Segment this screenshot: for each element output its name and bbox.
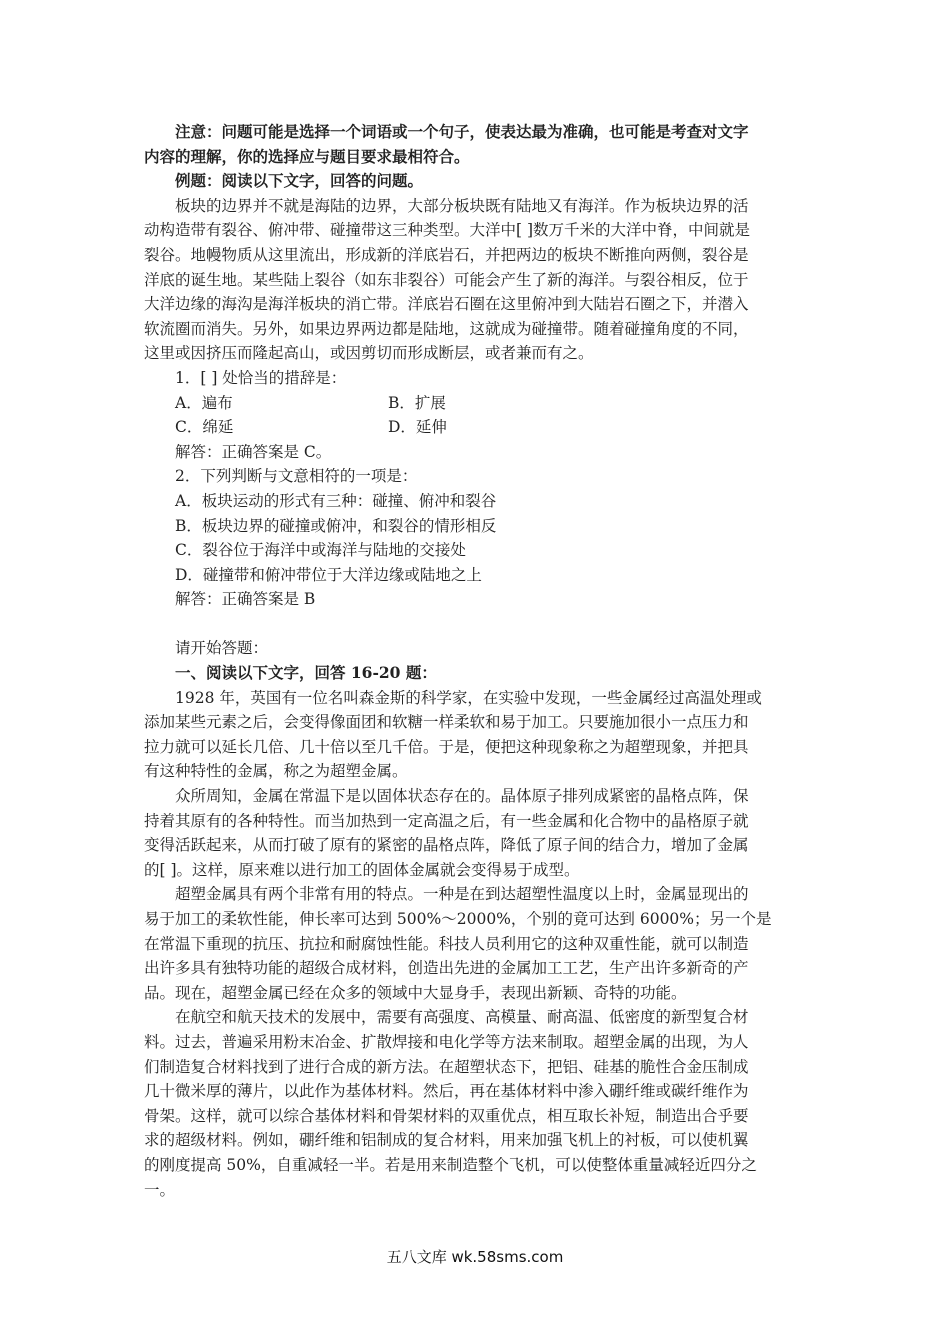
- paragraph-line: 变得活跃起来，从而打破了原有的紧密的晶格点阵，降低了原子间的结合力，增加了金属: [144, 836, 749, 855]
- footer-watermark: 五八文库 wk.58sms.com: [386, 1248, 564, 1266]
- passage-line: 这里或因挤压而隆起高山，或因剪切而形成断层，或者兼而有之。: [144, 344, 594, 363]
- paragraph-line: 有这种特性的金属，称之为超塑金属。: [144, 762, 408, 781]
- paragraph-line: 超塑金属具有两个非常有用的特点。一种是在到达超塑性温度以上时，金属显现出的: [175, 885, 749, 904]
- start-prompt: 请开始答题：: [175, 639, 269, 658]
- paragraph-line: 出许多具有独特功能的超级合成材料，创造出先进的金属加工工艺，生产出许多新奇的产: [144, 959, 749, 978]
- paragraph-line: 们制造复合材料找到了进行合成的新方法。在超塑状态下，把铝、硅基的脆性合金压制成: [144, 1057, 749, 1076]
- question-1: 1．[ ] 处恰当的措辞是：: [175, 368, 347, 387]
- question-1-answer: 解答：正确答案是 C。: [175, 442, 332, 461]
- option-a: A．遍布: [175, 393, 233, 412]
- paragraph-3: [144, 882, 808, 1005]
- paragraph-line: 料。过去，普遍采用粉末冶金、扩散焊接和电化学等方法来制取。超塑金属的出现，为人: [144, 1032, 749, 1051]
- paragraph-line: 的[ ]。这样，原来难以进行加工的固体金属就会变得易于成型。: [144, 860, 580, 879]
- paragraph-line: 骨架。这样，就可以综合基体材料和骨架材料的双重优点，相互取长补短，制造出合乎要: [144, 1106, 749, 1125]
- passage-line: 动构造带有裂谷、俯冲带、碰撞带这三种类型。大洋中[ ]数万千米的大洋中脊，中间就是: [144, 221, 751, 240]
- passage-line: 软流圈而消失。另外，如果边界两边都是陆地，这就成为碰撞带。随着碰撞角度的不同，: [144, 319, 749, 338]
- paragraph-1: [144, 686, 808, 784]
- option-d: D．延伸: [388, 418, 447, 437]
- example-heading: 例题：阅读以下文字，回答的问题。: [175, 171, 424, 191]
- paragraph-line: 在常温下重现的抗压、抗拉和耐腐蚀性能。科技人员利用它的这种双重性能，就可以制造: [144, 934, 749, 953]
- paragraph-line: 添加某些元素之后，会变得像面团和软糖一样柔软和易于加工。只要施加很小一点压力和: [144, 713, 749, 732]
- option-b: B．扩展: [388, 393, 446, 412]
- paragraph-2: [144, 784, 808, 882]
- paragraph-line: 众所周知，金属在常温下是以固体状态存在的。晶体原子排列成紧密的晶格点阵，保: [175, 787, 749, 806]
- paragraph-line: 几十微米厚的薄片，以此作为基体材料。然后，再在基体材料中渗入硼纤维或碳纤维作为: [144, 1082, 749, 1101]
- passage-line: 大洋边缘的海沟是海洋板块的消亡带。洋底岩石圈在这里俯冲到大陆岩石圈之下，并潜入: [144, 295, 749, 314]
- option-c: C．绵延: [175, 418, 234, 437]
- option-b: B．板块边界的碰撞或俯冲，和裂谷的情形相反: [175, 516, 497, 535]
- paragraph-line: 拉力就可以延长几倍、几十倍以至几千倍。于是，便把这种现象称之为超塑现象，并把具: [144, 737, 749, 756]
- paragraph-line: 1928 年，英国有一位名叫森金斯的科学家，在实验中发现，一些金属经过高温处理或: [175, 688, 762, 707]
- question-1-options-row-1: [144, 391, 808, 416]
- paragraph-4: [144, 1005, 808, 1202]
- document-page: [144, 120, 808, 1202]
- paragraph-line: 在航空和航天技术的发展中，需要有高强度、高模量、耐高温、低密度的新型复合材: [175, 1008, 749, 1027]
- example-passage: [144, 194, 808, 366]
- paragraph-line: 品。现在，超塑金属已经在众多的领域中大显身手，表现出新颖、奇特的功能。: [144, 983, 687, 1002]
- paragraph-line: 持着其原有的各种特性。而当加热到一定高温之后，有一些金属和化合物中的晶格原子就: [144, 811, 749, 830]
- question-1-options-row-2: [144, 415, 808, 440]
- option-d: D．碰撞带和俯冲带位于大洋边缘或陆地之上: [175, 565, 482, 584]
- passage-line: 裂谷。地幔物质从这里流出，形成新的洋底岩石，并把两边的板块不断推向两侧，裂谷是: [144, 245, 749, 264]
- question-2: 2．下列判断与文意相符的一项是：: [175, 467, 418, 486]
- question-2-answer: 解答：正确答案是 B: [175, 590, 316, 609]
- notice-line-2: 内容的理解，你的选择应与题目要求最相符合。: [144, 146, 470, 166]
- paragraph-line: 求的超级材料。例如，硼纤维和铝制成的复合材料，用来加强飞机上的衬板，可以使机翼: [144, 1131, 749, 1150]
- paragraph-line: 易于加工的柔软性能，伸长率可达到 500%～2000%，个别的竟可达到 6000%；另一个是: [144, 910, 772, 928]
- paragraph-line: 的刚度提高 50%，自重减轻一半。若是用来制造整个飞机，可以使整体重量减轻近四分之: [144, 1155, 757, 1174]
- passage-line: 板块的边界并不就是海陆的边界，大部分板块既有陆地又有海洋。作为板块边界的活: [175, 196, 749, 215]
- paragraph-line: 一。: [144, 1180, 176, 1199]
- passage-line: 洋底的诞生地。某些陆上裂谷（如东非裂谷）可能会产生了新的海洋。与裂谷相反，位于: [144, 270, 749, 289]
- option-c: C．裂谷位于海洋中或海洋与陆地的交接处: [175, 541, 466, 560]
- section-heading: 一、阅读以下文字，回答 16-20 题：: [175, 663, 437, 683]
- option-a: A．板块运动的形式有三种：碰撞、俯冲和裂谷: [175, 491, 497, 510]
- notice-line-1: 注意：问题可能是选择一个词语或一个句子，使表达最为准确，也可能是考查对文字: [175, 122, 749, 141]
